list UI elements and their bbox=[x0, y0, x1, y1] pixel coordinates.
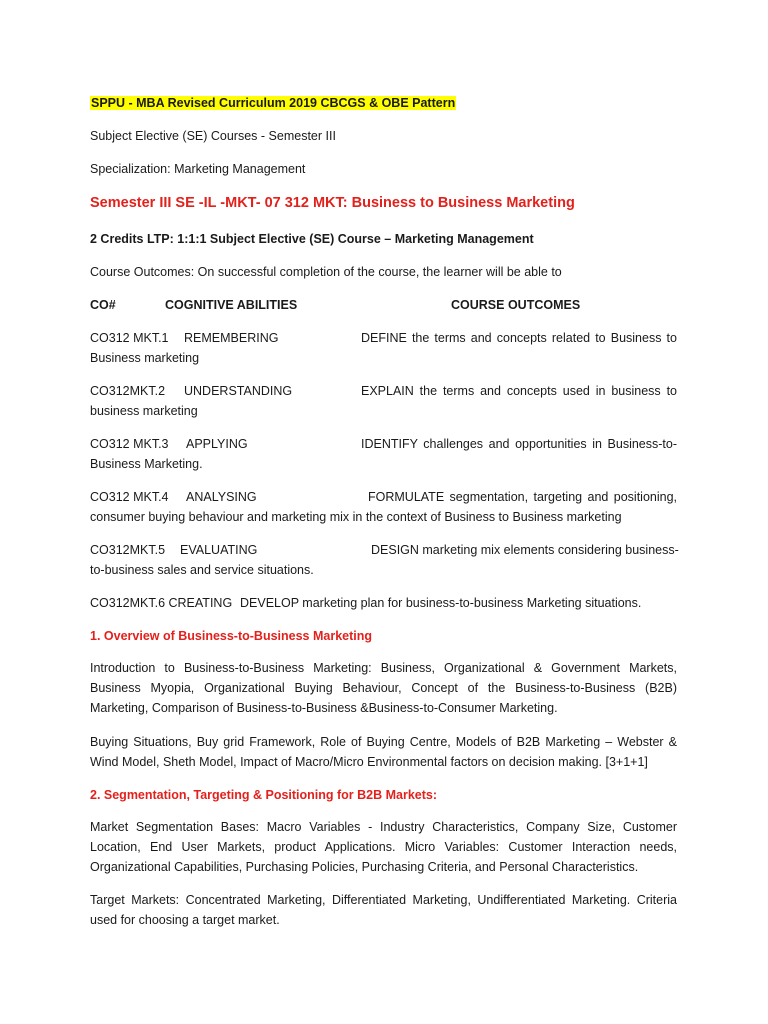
outcome-text: DEFINE the terms and concepts related to Business to bbox=[361, 331, 677, 345]
paragraph-line: Target Markets: Concentrated Marketing, Differentiated Marketing, Undifferentiated Marketing. Criteria bbox=[90, 893, 677, 907]
outcome-ability: ANALYSING bbox=[186, 490, 257, 504]
outcome-code: CO312 MKT.4 bbox=[90, 490, 169, 504]
paragraph-line: Buying Situations, Buy grid Framework, Role of Buying Centre, Models of B2B Marketing – Webster & bbox=[90, 735, 677, 749]
outcome-text: IDENTIFY challenges and opportunities in Business-to- bbox=[361, 437, 677, 451]
paragraph-line: Wind Model, Sheth Model, Impact of Macro/Micro Environmental factors on decision making. [3+1+1] bbox=[90, 755, 648, 769]
paragraph-line: Introduction to Business-to-Business Marketing: Business, Organizational & Government Markets, bbox=[90, 661, 677, 675]
paragraph-line: Marketing, Comparison of Business-to-Business &Business-to-Consumer Marketing. bbox=[90, 701, 558, 715]
section-1-paragraph-2 bbox=[90, 732, 677, 772]
outcome-text-cont: business marketing bbox=[90, 404, 198, 418]
specialization: Specialization: Marketing Management bbox=[90, 162, 306, 176]
outcome-ability: APPLYING bbox=[186, 437, 248, 451]
outcome-ability: REMEMBERING bbox=[184, 331, 279, 345]
outcome-code: CO312 MKT.1 bbox=[90, 331, 169, 345]
outcome-text: FORMULATE segmentation, targeting and positioning, bbox=[368, 490, 677, 504]
outcome-code: CO312MKT.6 CREATING bbox=[90, 596, 233, 610]
paragraph-line: Location, End User Markets, product Applications. Micro Variables: Customer Interaction needs, bbox=[90, 840, 677, 854]
outcome-code: CO312MKT.2 bbox=[90, 384, 166, 398]
credits-line: 2 Credits LTP: 1:1:1 Subject Elective (SE) Course – Marketing Management bbox=[90, 232, 534, 246]
outcome-ability: UNDERSTANDING bbox=[184, 384, 293, 398]
outcome-text-cont: Business marketing bbox=[90, 351, 200, 365]
outcomes-intro: Course Outcomes: On successful completion of the course, the learner will be able to bbox=[90, 265, 562, 279]
outcome-row bbox=[90, 593, 677, 613]
course-title: Semester III SE -IL -MKT- 07 312 MKT: Business to Business Marketing bbox=[90, 195, 575, 211]
paragraph-line: used for choosing a target market. bbox=[90, 913, 280, 927]
outcome-text-cont: Business Marketing. bbox=[90, 457, 203, 471]
outcome-row bbox=[90, 487, 677, 527]
header-abilities: COGNITIVE ABILITIES bbox=[165, 298, 298, 312]
outcome-ability: EVALUATING bbox=[180, 543, 258, 557]
outcome-text-cont: consumer buying behaviour and marketing mix in the context of Business to Business marketing bbox=[90, 510, 622, 524]
outcome-row bbox=[90, 381, 677, 421]
curriculum-header bbox=[90, 93, 456, 113]
outcome-row bbox=[90, 540, 677, 580]
outcomes-table-header bbox=[90, 295, 677, 315]
header-co: CO# bbox=[90, 298, 116, 312]
outcome-code: CO312MKT.5 bbox=[90, 543, 166, 557]
outcome-text: DEVELOP marketing plan for business-to-business Marketing situations. bbox=[240, 596, 642, 610]
course-type: Subject Elective (SE) Courses - Semester III bbox=[90, 129, 336, 143]
outcome-row bbox=[90, 434, 677, 474]
outcome-text: DESIGN marketing mix elements considering business- bbox=[371, 543, 679, 557]
outcome-text: EXPLAIN the terms and concepts used in business to bbox=[361, 384, 677, 398]
section-2-heading: 2. Segmentation, Targeting & Positioning for B2B Markets: bbox=[90, 788, 438, 802]
paragraph-line: Business Myopia, Organizational Buying Behaviour, Concept of the Business-to-Business (B2B) bbox=[90, 681, 677, 695]
paragraph-line: Organizational Capabilities, Purchasing Policies, Purchasing Criteria, and Personal Characteristics. bbox=[90, 860, 639, 874]
highlighted-curriculum-title: SPPU - MBA Revised Curriculum 2019 CBCGS & OBE Pattern bbox=[91, 96, 456, 110]
section-1-heading: 1. Overview of Business-to-Business Marketing bbox=[90, 629, 373, 643]
outcome-row bbox=[90, 328, 677, 368]
section-1-paragraph-1 bbox=[90, 658, 677, 718]
outcome-code: CO312 MKT.3 bbox=[90, 437, 169, 451]
paragraph-line: Market Segmentation Bases: Macro Variables - Industry Characteristics, Company Size, Customer bbox=[90, 820, 677, 834]
section-2-paragraph-1 bbox=[90, 817, 677, 877]
header-outcomes: COURSE OUTCOMES bbox=[451, 298, 581, 312]
outcome-text-cont: to-business sales and service situations. bbox=[90, 563, 314, 577]
section-2-paragraph-2 bbox=[90, 890, 677, 930]
